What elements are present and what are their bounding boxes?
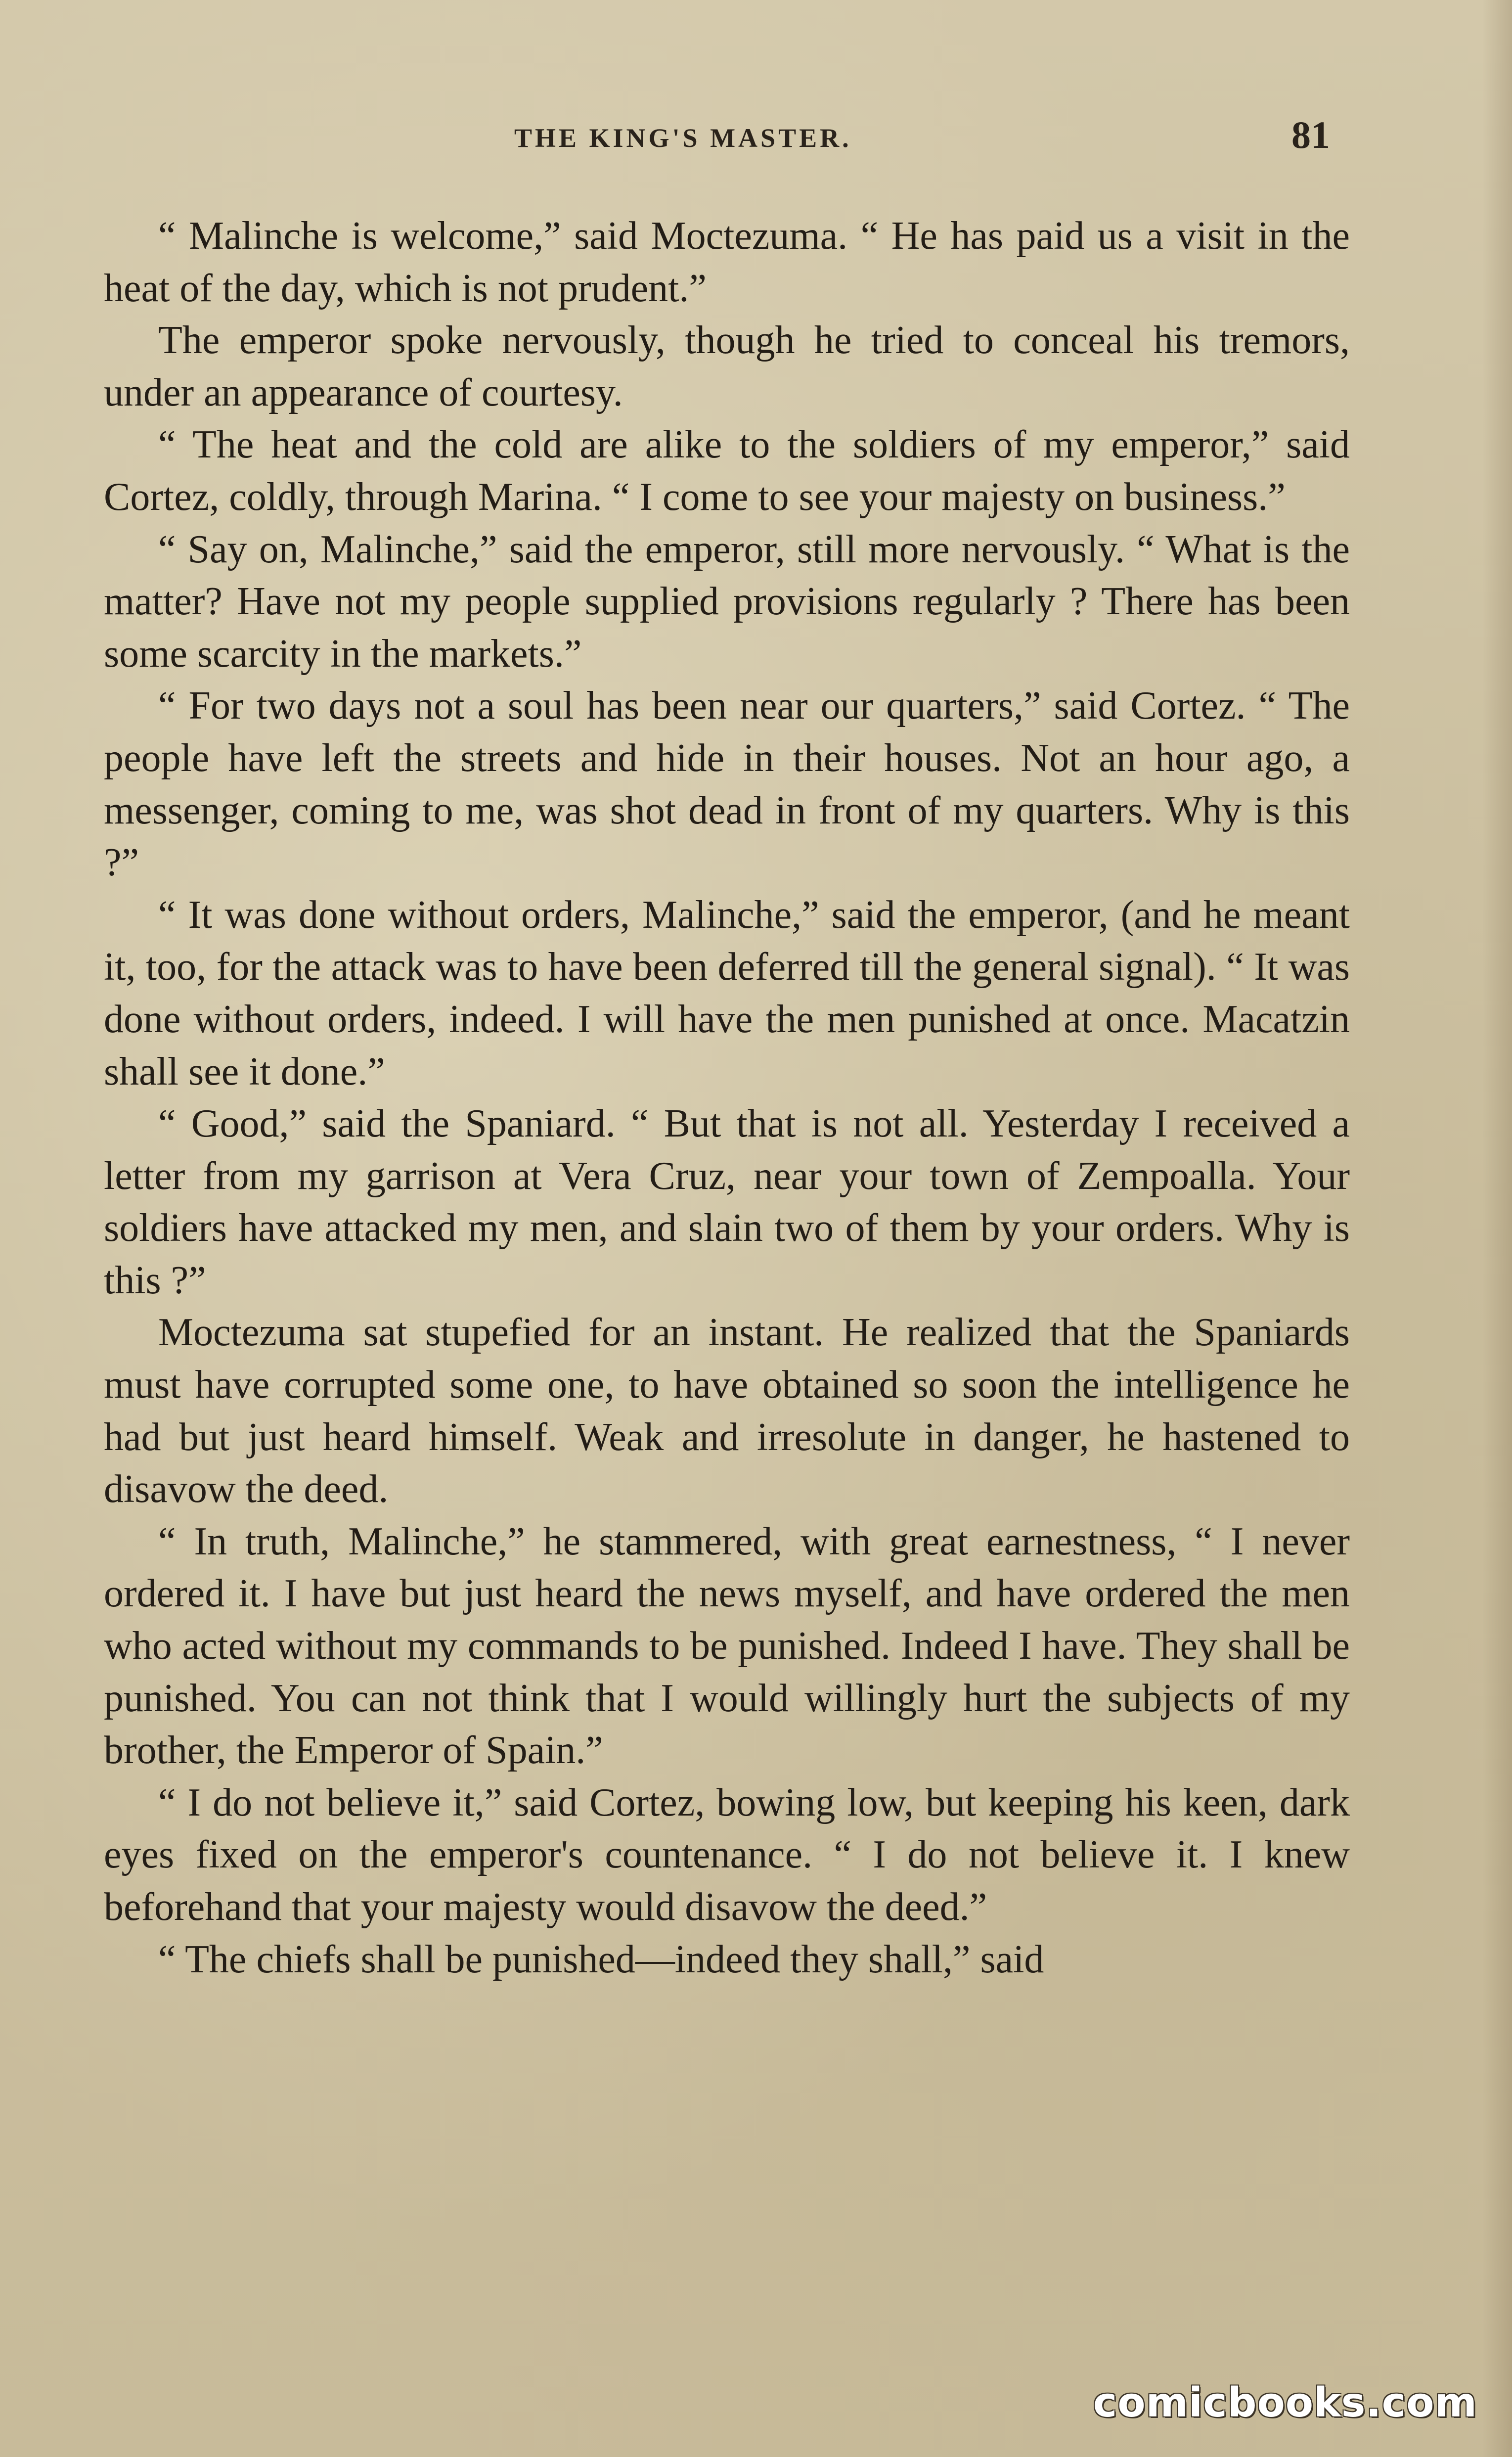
paragraph: “ Good,” said the Spaniard. “ But that is not all. Yesterday I received a letter from my garrison at Vera Cruz, near your town of Zempoalla. Your soldiers have attacked my men, and slain two of them by your orders. Why is this ?”	[104, 1102, 1350, 1302]
page-edge-shadow	[1482, 0, 1512, 2457]
page-number: 81	[1291, 113, 1330, 156]
paragraph: Moctezuma sat stupefied for an instant. He realized that the Spaniards must have corrupted some one, to have obtained so soon the intelligence he had but just heard himself. Weak and irresolute in danger, he hastened to disavow the deed.	[104, 1311, 1350, 1511]
paragraph: “ For two days not a soul has been near our quarters,” said Cortez. “ The people have left the streets and hide in their houses. Not an hour ago, a messenger, coming to me, was shot dead in front of my quarters. Why is this ?”	[104, 684, 1350, 885]
paragraph: “ In truth, Malinche,” he stammered, with great earnestness, “ I never ordered it. I have but just heard the news myself, and have ordered the men who acted without my commands to be punished. Indeed I have. They shall be punished. You can not think that I would willingly hurt the subjects of my brother, the Emperor of Spain.”	[104, 1519, 1350, 1773]
paragraph: The emperor spoke nervously, though he tried to conceal his tremors, under an appearance of courtesy.	[104, 318, 1350, 414]
paragraph: “ The heat and the cold are alike to the soldiers of my emperor,” said Cortez, coldly, through Marina. “ I come to see your majesty on business.”	[104, 423, 1350, 519]
paragraph: “ Say on, Malinche,” said the emperor, still more nervously. “ What is the matter? Have not my people supplied provisions regularly ? There has been some scarcity in the markets.”	[104, 527, 1350, 676]
watermark: comicbooks.com	[1093, 2379, 1477, 2426]
body-text	[104, 210, 1350, 1986]
paragraph: “ It was done without orders, Malinche,” said the emperor, (and he meant it, too, for the attack was to have been deferred till the general signal). “ It was done without orders, indeed. I will have the men punished at once. Macatzin shall see it done.”	[104, 893, 1350, 1093]
paragraph: “ The chiefs shall be punished—indeed they shall,” said	[158, 1937, 1044, 1981]
paragraph: “ I do not believe it,” said Cortez, bowing low, but keeping his keen, dark eyes fixed on the emperor's countenance. “ I do not believe it. I knew beforehand that your majesty would disavow the deed.”	[104, 1780, 1350, 1929]
paragraph: “ Malinche is welcome,” said Moctezuma. “ He has paid us a visit in the heat of the day, which is not prudent.”	[104, 214, 1350, 310]
running-head: THE KING'S MASTER.	[514, 123, 852, 153]
page-header	[104, 113, 1360, 167]
